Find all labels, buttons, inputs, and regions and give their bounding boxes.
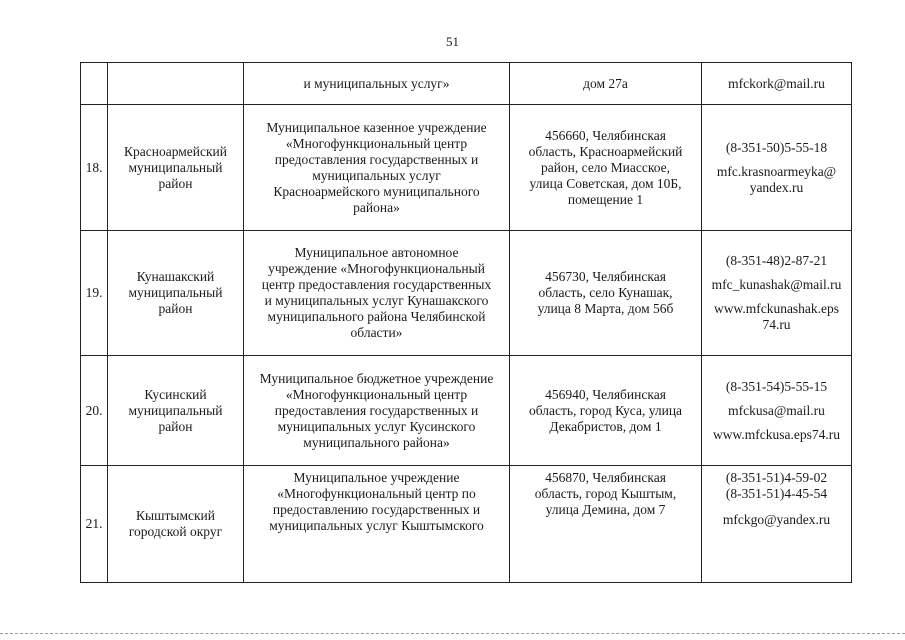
district-line: район xyxy=(158,301,193,316)
contact-entry xyxy=(705,470,848,502)
row-number-cell: 20. xyxy=(81,356,108,466)
organization-line: Муниципальное бюджетное учреждение xyxy=(259,370,494,386)
district-cell xyxy=(108,466,244,583)
row-number-cell: 21. xyxy=(81,466,108,583)
organization-line: «Многофункциональный центр по xyxy=(277,486,476,501)
address-cell xyxy=(510,356,702,466)
organization-line: муниципальных услуг Кыштымского xyxy=(269,518,484,533)
contact-line: (8-351-50)5-55-18 xyxy=(725,139,828,155)
organization-line: Муниципальное казенное учреждение xyxy=(266,119,487,135)
page-number: 51 xyxy=(446,34,459,49)
organization-line: предоставления государственных и xyxy=(274,402,479,418)
organization-line: области» xyxy=(350,325,403,340)
contact-entry xyxy=(705,427,848,443)
table-row xyxy=(81,63,852,105)
district-line: городской округ xyxy=(128,524,223,539)
organization-line: Муниципальное автономное xyxy=(294,245,459,260)
table-row xyxy=(81,466,852,583)
contact-line: (8-351-54)5-55-15 xyxy=(725,378,828,394)
contact-entry xyxy=(705,379,848,395)
page-bottom-rule xyxy=(0,633,905,634)
address-cell xyxy=(510,63,702,105)
address-cell xyxy=(510,105,702,231)
address-line: район, село Миасское, xyxy=(540,159,671,175)
district-line: район xyxy=(158,175,193,191)
contact-entry xyxy=(705,76,848,92)
contact-entry xyxy=(705,253,848,269)
contacts-cell xyxy=(702,231,852,356)
mfc-registry-table xyxy=(80,62,852,583)
contacts-cell xyxy=(702,105,852,231)
district-line: район xyxy=(158,418,193,434)
contact-line: (8-351-48)2-87-21 xyxy=(725,253,828,268)
contact-entry xyxy=(705,512,848,528)
contact-entry xyxy=(705,164,848,196)
address-line: улица Советская, дом 10Б, xyxy=(529,175,682,191)
organization-line: учреждение «Многофункциональный xyxy=(268,261,485,276)
contact-line: (8-351-51)4-59-02 xyxy=(725,470,828,485)
contact-entry xyxy=(705,403,848,419)
district-cell xyxy=(108,231,244,356)
organization-line: муниципального района» xyxy=(303,434,450,450)
organization-line: Муниципальное учреждение xyxy=(293,470,460,485)
address-line: 456870, Челябинская xyxy=(545,470,666,485)
organization-line: и муниципальных услуг» xyxy=(303,75,450,91)
contact-entry xyxy=(705,301,848,333)
address-line: улица Демина, дом 7 xyxy=(545,502,666,517)
district-line: Кусинский xyxy=(144,386,207,402)
organization-cell xyxy=(244,356,510,466)
contact-line: mfckusa@mail.ru xyxy=(728,402,825,418)
organization-line: и муниципальных услуг Кунашакского xyxy=(264,293,489,308)
contact-spacer xyxy=(705,269,848,277)
district-line: муниципальный xyxy=(128,402,223,418)
address-line: область, город Кыштым, xyxy=(534,486,677,501)
organization-line: предоставлению государственных и xyxy=(272,502,481,517)
district-line: муниципальный xyxy=(128,159,223,175)
contacts-cell xyxy=(702,356,852,466)
contact-line: www.mfckusa.eps74.ru xyxy=(713,426,840,442)
contact-line: mfckgo@yandex.ru xyxy=(722,512,831,527)
address-line: дом 27а xyxy=(583,75,628,91)
address-line: область, город Куса, улица xyxy=(528,402,683,418)
district-cell xyxy=(108,105,244,231)
contact-spacer xyxy=(705,293,848,301)
address-line: помещение 1 xyxy=(567,191,644,207)
row-number-cell xyxy=(81,63,108,105)
registry-table-body xyxy=(81,63,852,583)
row-number-cell: 18. xyxy=(81,105,108,231)
contact-spacer xyxy=(705,502,848,512)
district-line: муниципальный xyxy=(128,285,223,300)
address-cell xyxy=(510,466,702,583)
contact-line: (8-351-51)4-45-54 xyxy=(725,486,828,501)
contact-line: yandex.ru xyxy=(749,179,804,195)
address-cell xyxy=(510,231,702,356)
address-line: Декабристов, дом 1 xyxy=(549,418,662,434)
table-row xyxy=(81,231,852,356)
table-row xyxy=(81,356,852,466)
contact-line: mfc_kunashak@mail.ru xyxy=(711,277,842,292)
row-number-cell: 19. xyxy=(81,231,108,356)
district-line: Кыштымский xyxy=(136,508,215,523)
address-line: область, село Кунашак, xyxy=(538,285,673,300)
contact-line: mfc.krasnoarmeyka@ xyxy=(716,163,837,179)
organization-line: «Многофункциональный центр xyxy=(285,386,468,402)
address-line: 456660, Челябинская xyxy=(545,127,666,143)
organization-cell xyxy=(244,231,510,356)
contacts-cell xyxy=(702,466,852,583)
contact-spacer xyxy=(705,156,848,164)
organization-line: муниципальных услуг Кусинского xyxy=(277,418,476,434)
organization-line: района» xyxy=(353,199,400,215)
organization-line: предоставления государственных и xyxy=(274,151,479,167)
address-line: 456730, Челябинская xyxy=(545,269,666,284)
contact-line: 74.ru xyxy=(762,317,791,332)
contact-line: www.mfckunashak.eps xyxy=(713,301,840,316)
organization-cell xyxy=(244,466,510,583)
organization-line: Красноармейского муниципального xyxy=(273,183,480,199)
organization-line: муниципального района Челябинской xyxy=(267,309,486,324)
contact-entry xyxy=(705,277,848,293)
organization-cell xyxy=(244,105,510,231)
district-cell xyxy=(108,63,244,105)
table-row xyxy=(81,105,852,231)
address-line: 456940, Челябинская xyxy=(545,386,666,402)
address-line: улица 8 Марта, дом 56б xyxy=(537,301,674,316)
organization-cell xyxy=(244,63,510,105)
organization-line: муниципальных услуг xyxy=(312,167,441,183)
district-line: Кунашакский xyxy=(136,269,215,284)
contact-spacer xyxy=(705,419,848,427)
district-line: Красноармейский xyxy=(123,143,227,159)
address-line: область, Красноармейский xyxy=(528,143,683,159)
organization-line: «Многофункциональный центр xyxy=(285,135,468,151)
contact-line: mfckork@mail.ru xyxy=(728,75,825,91)
contact-spacer xyxy=(705,395,848,403)
organization-line: центр предоставления государственных xyxy=(261,277,492,292)
district-cell xyxy=(108,356,244,466)
contacts-cell xyxy=(702,63,852,105)
contact-entry xyxy=(705,140,848,156)
